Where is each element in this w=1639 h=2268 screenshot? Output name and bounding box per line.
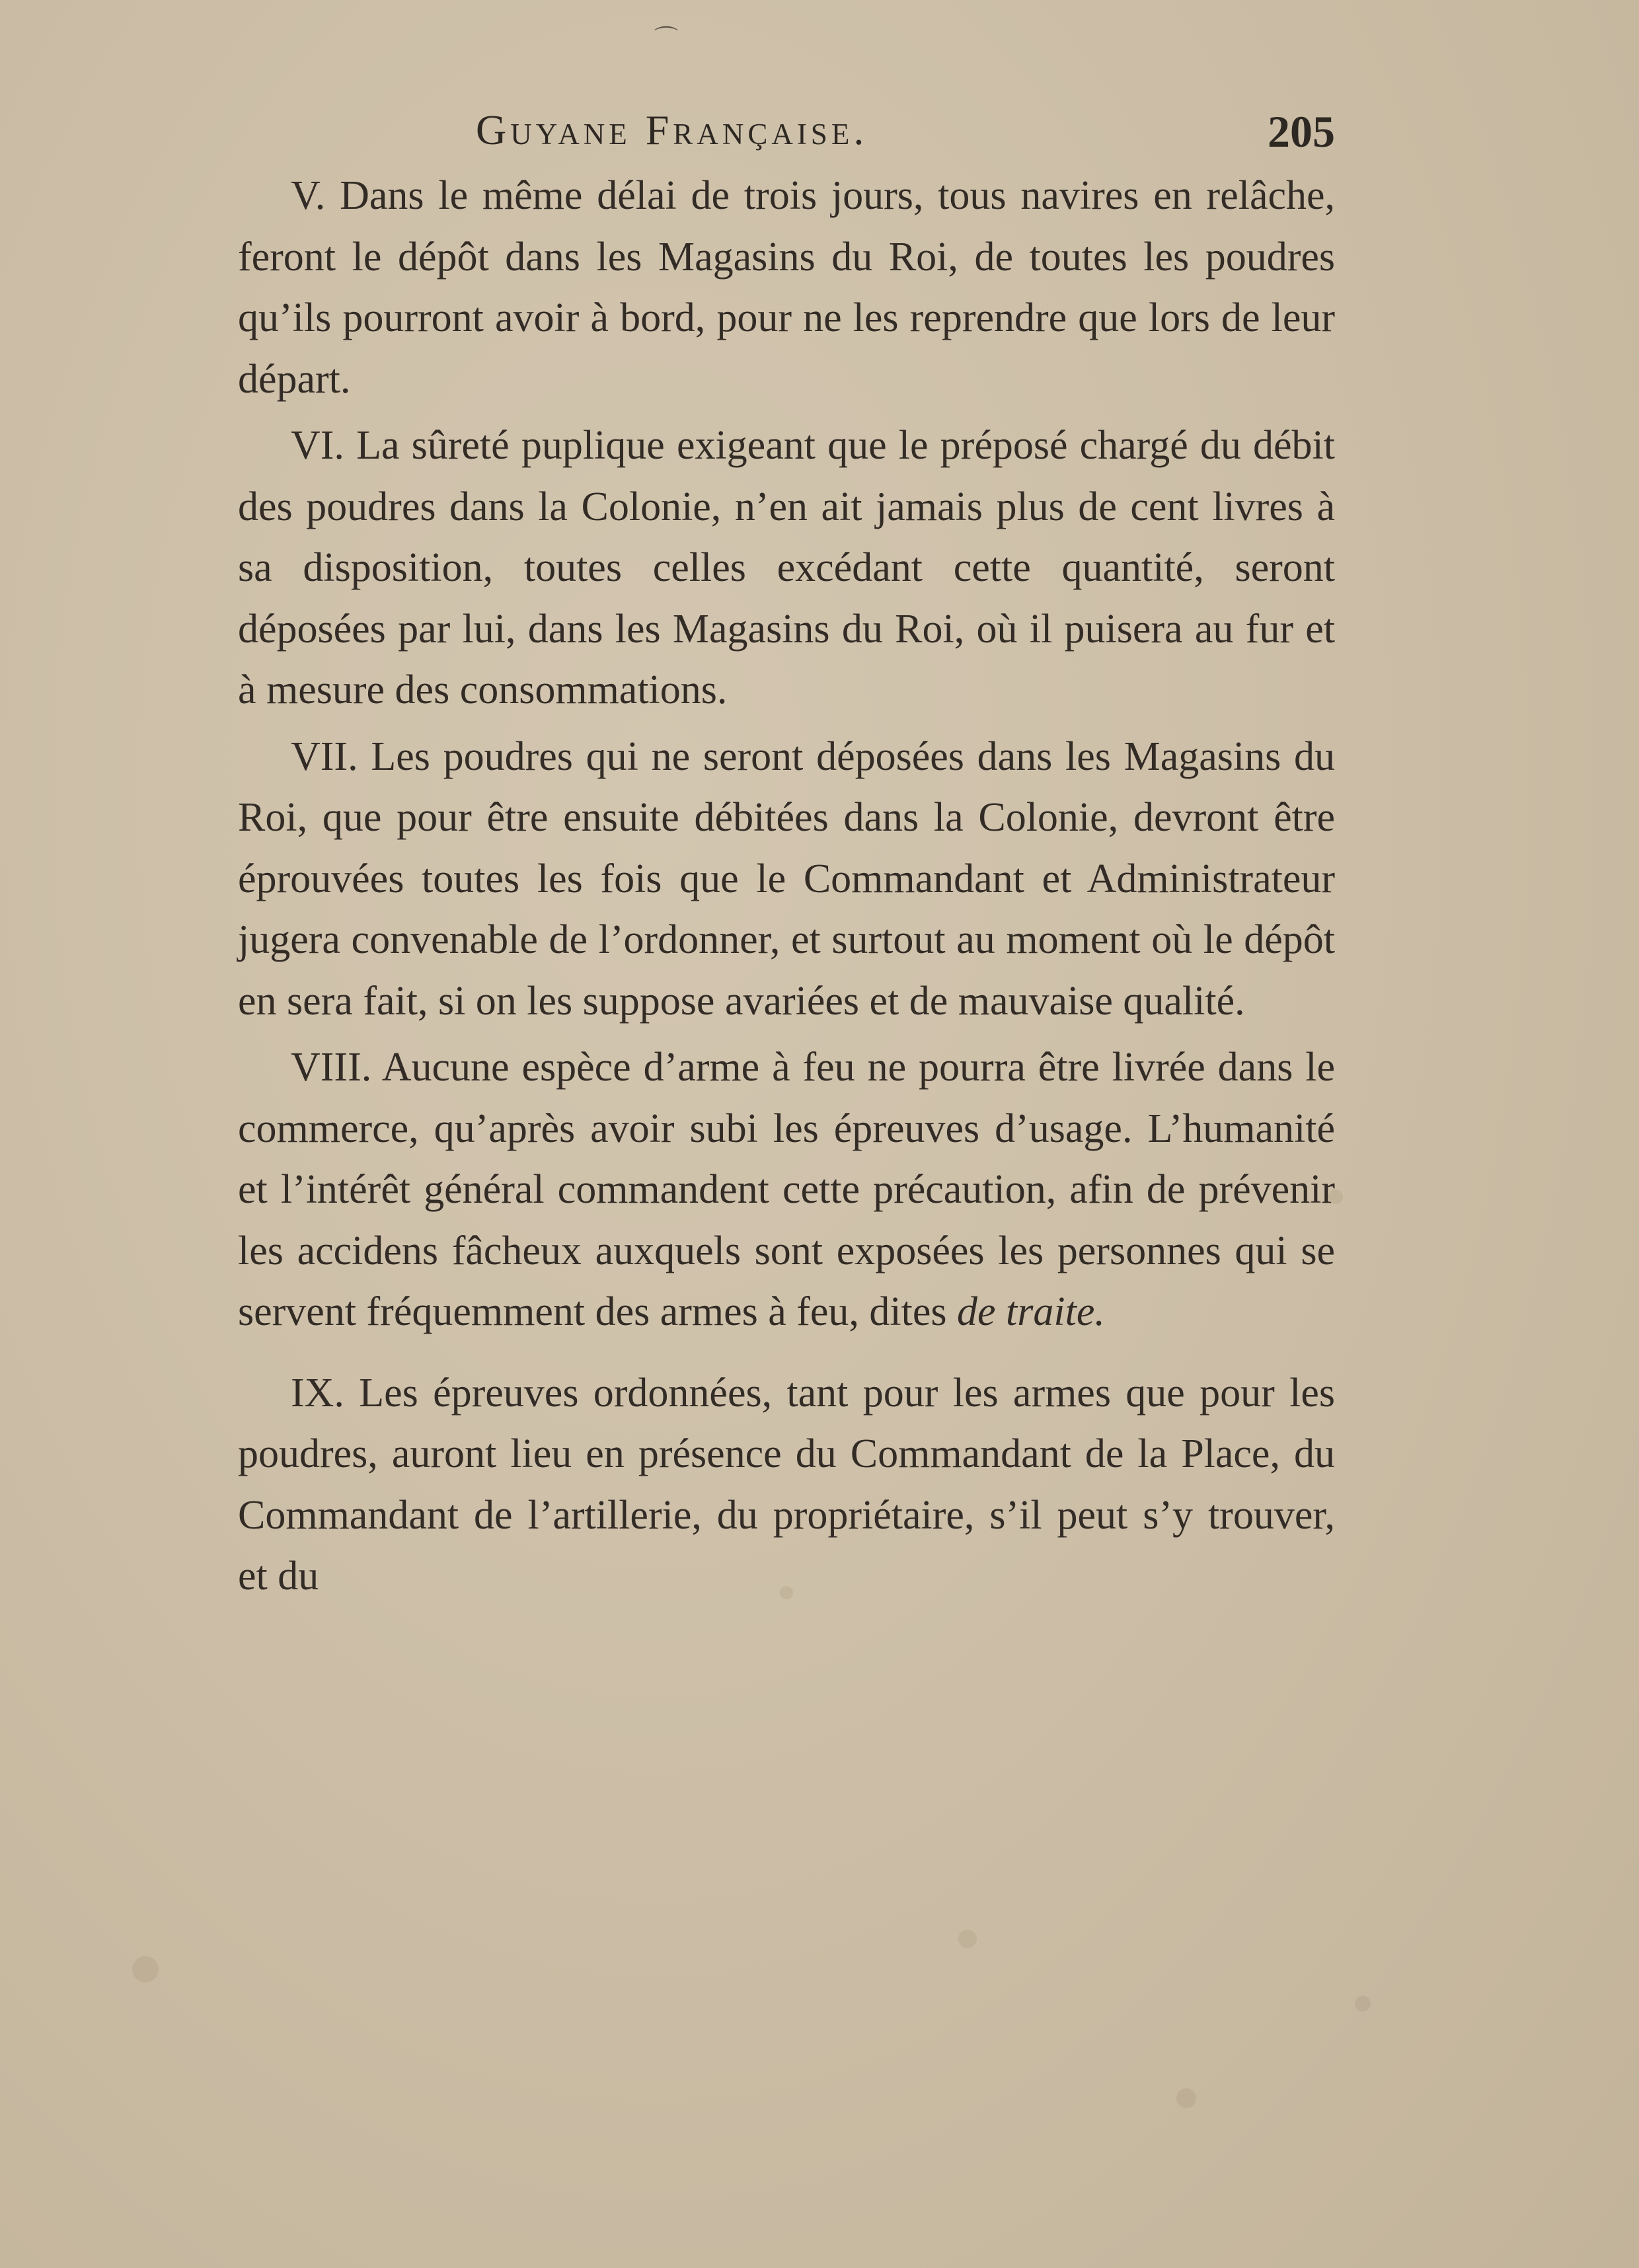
article-numeral: VI.	[291, 423, 344, 468]
article-numeral: IX.	[291, 1370, 344, 1416]
article-numeral: V.	[291, 173, 326, 218]
article-paragraph	[238, 165, 1335, 410]
article-body	[238, 165, 1335, 1607]
running-header	[238, 106, 1335, 159]
article-text: La sûreté puplique exigeant que le préposé chargé du débit des poudres dans la Colonie, n’en ait jamais plus de cent livres à sa disposition, toutes celles excédant cette quantité, seront déposées par lui, dans les Magasins du Roi, où il puisera au fur et à mesure des consommations.	[238, 423, 1336, 712]
page-number: 205	[1268, 106, 1335, 157]
article-text: Dans le même délai de trois jours, tous navires en relâche, feront le dépôt dans les Magasins du Roi, de toutes les poudres qu’ils pourront avoir à bord, pour ne les reprendre que lors de leur départ.	[238, 173, 1336, 402]
foxing-spot	[958, 1930, 977, 1948]
article-paragraph	[238, 1363, 1335, 1607]
foxing-spot	[1176, 2088, 1196, 2108]
foxing-spot	[1355, 1996, 1371, 2012]
running-title: Guyane Française.	[476, 106, 868, 153]
foxing-spot	[132, 1956, 159, 1983]
article-numeral: VIII.	[291, 1045, 372, 1090]
article-text: Aucune espèce d’arme à feu ne pourra être livrée dans le commerce, qu’après avoir subi les épreuves d’usage. L’humanité et l’intérêt général commandent cette précaution, afin de prévenir les accidens fâcheux auxquels sont exposées les personnes qui se servent fréquemment des armes à feu, dites	[238, 1045, 1335, 1334]
stray-ink-mark: ⌒	[654, 25, 679, 52]
article-italic-text: de traite.	[957, 1289, 1105, 1334]
article-paragraph	[238, 726, 1335, 1032]
article-text: Les épreuves ordonnées, tant pour les armes que pour les poudres, auront lieu en présence du Commandant de la Place, du Commandant de l’artillerie, du propriétaire, s’il peut s’y trouver, et du	[238, 1370, 1335, 1599]
article-paragraph	[238, 415, 1335, 721]
article-numeral: VII.	[291, 734, 358, 779]
article-paragraph	[238, 1037, 1335, 1343]
article-text: Les poudres qui ne seront déposées dans les Magasins du Roi, que pour être ensuite débitées dans la Colonie, devront être éprouvées toutes les fois que le Commandant et Administrateur jugera convenable de l’ordonner, et surtout au moment où le dépôt en sera fait, si on les suppose avariées et de mauvaise qualité.	[238, 734, 1336, 1024]
